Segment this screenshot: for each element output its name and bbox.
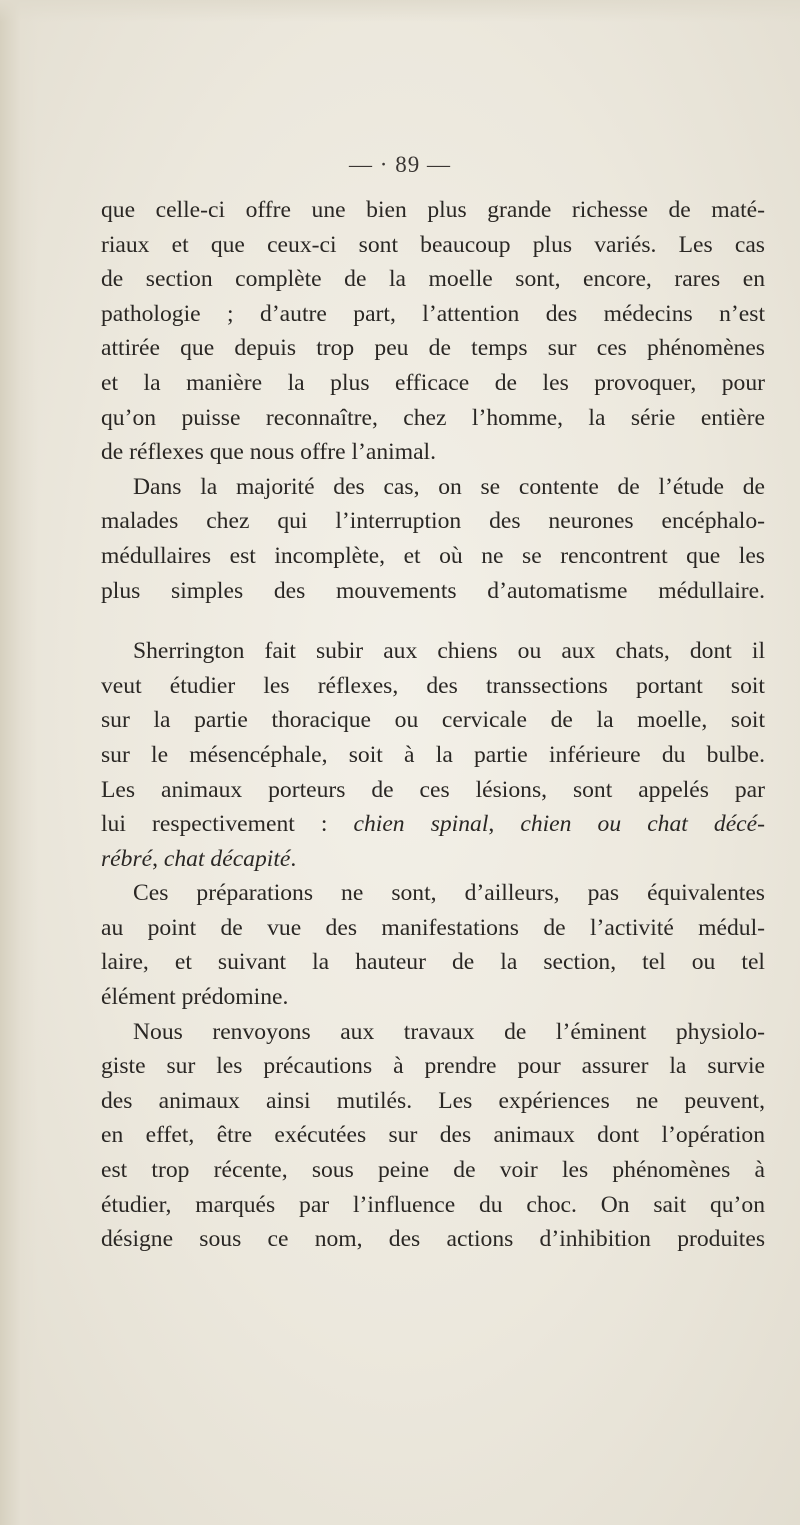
text-run: , xyxy=(488,811,521,838)
paragraph-5 xyxy=(101,1015,765,1257)
text-run: lui respectivement : xyxy=(101,811,354,838)
text-line: qu’on puisse reconnaître, chez l’homme, la série entière xyxy=(101,404,765,431)
text-line: giste sur les précautions à prendre pour assurer la survie xyxy=(101,1053,765,1080)
top-edge-shadow xyxy=(0,0,800,22)
page-number: — · 89 — xyxy=(349,152,451,177)
text-line: Ces préparations ne sont, d’ailleurs, pas équivalentes xyxy=(133,880,765,907)
text-line: sur la partie thoracique ou cervicale de la moelle, soit xyxy=(101,707,765,734)
text-line: sur le mésencéphale, soit à la partie inférieure du bulbe. xyxy=(101,741,765,768)
text-line: Dans la majorité des cas, on se contente de l’étude de xyxy=(133,473,765,500)
text-line: attirée que depuis trop peu de temps sur ces phénomènes xyxy=(101,335,765,362)
text-line: riaux et que ceux-ci sont beaucoup plus variés. Les cas xyxy=(101,231,765,258)
text-line: au point de vue des manifestations de l’activité médul- xyxy=(101,914,765,941)
binding-shadow xyxy=(0,0,38,1525)
text-line: Nous renvoyons aux travaux de l’éminent physiolo- xyxy=(133,1018,765,1045)
section-gap xyxy=(101,608,765,634)
italic-term: chat décapité xyxy=(163,845,291,872)
text-line: plus simples des mouvements d’automatisme médullaire. xyxy=(101,577,765,604)
italic-term: chien spinal xyxy=(353,811,489,838)
text-line: de section complète de la moelle sont, encore, rares en xyxy=(101,266,765,293)
text-line: étudier, marqués par l’influence du choc. On sait qu’on xyxy=(101,1191,765,1218)
text-line: désigne sous ce nom, des actions d’inhibition produites xyxy=(101,1226,765,1253)
text-line: veut étudier les réflexes, des transsections portant soit xyxy=(101,672,765,699)
text-line: élément prédomine. xyxy=(101,984,289,1011)
text-run: , xyxy=(152,845,164,872)
paragraph-3 xyxy=(101,634,765,876)
text-line: Les animaux porteurs de ces lésions, sont appelés par xyxy=(101,776,765,803)
text-line: est trop récente, sous peine de voir les phénomènes à xyxy=(101,1157,765,1184)
text-line: malades chez qui l’interruption des neurones encéphalo- xyxy=(101,508,765,535)
paragraph-1 xyxy=(101,193,765,470)
text-line: Sherrington fait subir aux chiens ou aux chats, dont il xyxy=(133,638,765,665)
text-line xyxy=(101,842,765,877)
text-line: et la manière la plus efficace de les provoquer, pour xyxy=(101,369,765,396)
body-text xyxy=(101,193,765,1257)
text-line: médullaires est incomplète, et où ne se rencontrent que les xyxy=(101,542,765,569)
text-line: laire, et suivant la hauteur de la section, tel ou tel xyxy=(101,949,765,976)
text-line xyxy=(101,807,765,842)
text-line: de réflexes que nous offre l’animal. xyxy=(101,439,436,466)
italic-term: rébré xyxy=(101,845,153,872)
text-line: des animaux ainsi mutilés. Les expériences ne peuvent, xyxy=(101,1087,765,1114)
text-run: . xyxy=(290,845,297,872)
paragraph-2 xyxy=(101,470,765,608)
text-line: en effet, être exécutées sur des animaux dont l’opération xyxy=(101,1122,765,1149)
text-line: que celle-ci offre une bien plus grande richesse de maté- xyxy=(101,197,765,223)
paragraph-4 xyxy=(101,876,765,1014)
text-line: pathologie ; d’autre part, l’attention des médecins n’est xyxy=(101,300,765,327)
italic-term: chien ou chat décé- xyxy=(520,811,765,838)
